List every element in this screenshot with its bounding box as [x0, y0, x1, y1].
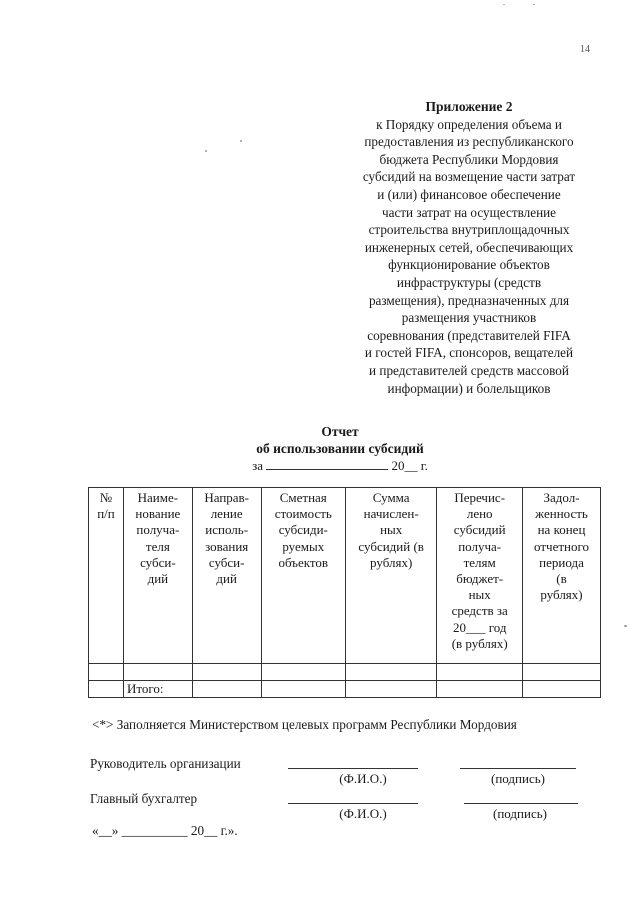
header-line: Задол-	[543, 490, 580, 505]
date-line: «__» __________ 20__ г.».	[92, 823, 238, 838]
header-line: ление	[210, 506, 243, 522]
appendix-line: размещения), предназначенных для	[368, 292, 570, 308]
table-total-row	[89, 681, 601, 698]
header-accrued-amount	[345, 488, 436, 664]
chief-accountant-label: Главный бухгалтер	[90, 791, 198, 806]
header-line: руемых	[282, 538, 325, 554]
appendix-line: и (или) финансовое обеспечение	[377, 186, 561, 202]
appendix-line: информации) и болельщиков	[387, 380, 551, 396]
header-line: ных	[468, 587, 491, 603]
appendix-line: инженерных сетей, обеспечивающих	[364, 239, 574, 255]
header-line: женность	[535, 506, 588, 522]
header-number	[89, 488, 124, 664]
header-transferred	[437, 488, 523, 664]
header-line: исполь-	[205, 522, 249, 538]
header-line: Перечис-	[454, 490, 506, 505]
header-line: дий	[216, 571, 237, 587]
header-line: субсидий	[453, 522, 506, 538]
header-line: получа-	[136, 522, 180, 538]
header-line: теля	[145, 538, 170, 554]
head-signature-caption: (подпись)	[491, 771, 545, 786]
footnote: <*> Заполняется Министерством целевых программ Республики Мордовия	[92, 717, 517, 732]
accountant-signature-caption: (подпись)	[493, 806, 547, 821]
subsidy-report-table	[88, 487, 601, 698]
header-line: получа-	[458, 538, 502, 554]
header-line: Наиме-	[137, 490, 179, 505]
header-line: Направ-	[204, 490, 250, 505]
header-line: бюджет-	[456, 571, 504, 587]
header-line: зования	[205, 538, 249, 554]
header-line: №	[99, 490, 113, 505]
header-line: лено	[466, 506, 493, 522]
header-line: Сумма	[372, 490, 410, 505]
header-line: Сметная	[279, 490, 327, 505]
scan-speck	[533, 4, 535, 5]
appendix-title: Приложение 2	[425, 99, 513, 114]
header-line: п/п	[97, 506, 115, 522]
appendix-line: размещения участников	[401, 310, 537, 326]
header-line: субси-	[140, 554, 176, 570]
appendix-line: предоставления из республиканского	[364, 134, 574, 150]
header-estimated-cost	[261, 488, 345, 664]
header-line: начислен-	[363, 506, 419, 522]
appendix-line: инфраструктуры (средств	[396, 274, 542, 290]
appendix-line: строительства внутриплощадочных	[368, 222, 570, 238]
header-line: (в рублях)	[451, 635, 508, 651]
total-label: Итого:	[123, 681, 192, 698]
scan-speck	[503, 4, 505, 5]
head-fio-line	[288, 768, 418, 769]
header-line: (в	[556, 571, 567, 587]
scan-speck	[205, 150, 207, 152]
header-line: ных	[380, 522, 403, 538]
period-year: 20__ г.	[391, 458, 428, 473]
accountant-fio-caption: (Ф.И.О.)	[339, 806, 387, 821]
header-line: стоимость	[274, 506, 332, 522]
header-line: рублях)	[370, 554, 413, 570]
scan-speck	[240, 140, 242, 142]
period-blank	[266, 457, 388, 470]
appendix-line: и представителей средств массовой	[369, 362, 569, 378]
header-debt	[523, 488, 601, 664]
header-line: субсиди-	[278, 522, 328, 538]
appendix-header	[338, 98, 600, 397]
table-row	[89, 664, 601, 681]
head-fio-caption: (Ф.И.О.)	[339, 771, 387, 786]
header-line: субсидий (в	[358, 538, 424, 554]
appendix-line: соревнования (представителей FIFA	[367, 327, 571, 343]
header-line: дий	[147, 571, 169, 587]
header-line: телям	[463, 554, 496, 570]
page-number: 14	[580, 44, 590, 55]
appendix-line: субсидий на возмещение части затрат	[362, 169, 576, 185]
header-line: периода	[539, 554, 584, 570]
appendix-line: функционирование объектов	[388, 257, 550, 273]
header-line: 20___ год	[452, 619, 507, 635]
header-line: нование	[135, 506, 181, 522]
accountant-signature-line	[464, 803, 578, 804]
header-line: отчетного	[534, 538, 589, 554]
report-title: Отчет	[321, 424, 359, 439]
header-direction	[192, 488, 261, 664]
header-line: средств за	[451, 603, 508, 619]
header-line: субси-	[208, 554, 245, 570]
appendix-line: к Порядку определения объема и	[376, 116, 562, 132]
accountant-fio-line	[288, 803, 418, 804]
report-period	[0, 457, 640, 474]
appendix-line: и гостей FIFA, спонсоров, вещателей	[364, 345, 574, 361]
header-line: на конец	[537, 522, 586, 538]
report-subtitle: об использовании субсидий	[256, 441, 424, 456]
appendix-line: бюджета Республики Мордовия	[379, 151, 559, 167]
period-prefix: за	[252, 458, 264, 473]
head-signature-line	[460, 768, 576, 769]
table-header-row	[89, 488, 601, 664]
head-of-organization-label: Руководитель организации	[90, 756, 241, 771]
scan-speck	[624, 625, 627, 627]
header-line: рублях)	[540, 587, 583, 603]
appendix-line: части затрат на осуществление	[381, 204, 557, 220]
header-line: объектов	[278, 554, 329, 570]
header-recipient	[123, 488, 192, 664]
